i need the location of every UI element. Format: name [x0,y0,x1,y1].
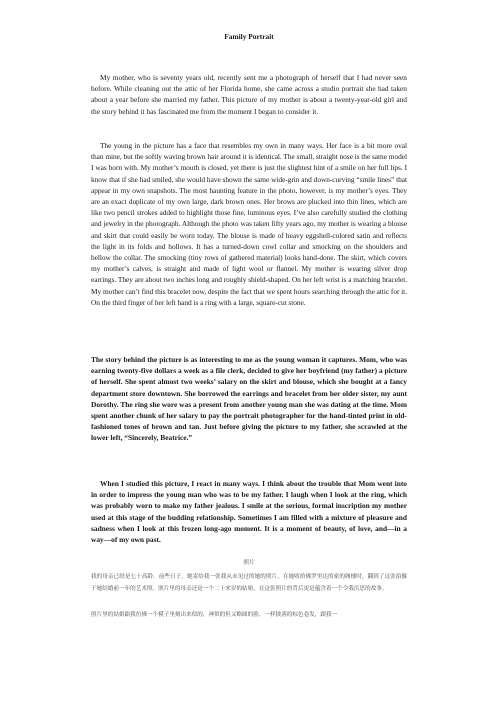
translation-paragraph-2: 照片里的姑娘跟我仿佛一个模子里刻出来似的，神似的但又略圆的脸，一样披落的棕色卷发，跟我一 [91,612,338,618]
paragraph-3: The story behind the picture is as interesting to me as the young woman it captures. Mom, who was earning twenty-five dollars a week as a file clerk, decided to give her boyfriend (my father) a picture of herself. She spent almost two weeks’ salary on the skirt and blouse, which she bought at a fancy department store downtown. She borrowed the earrings and bracelet from her older sister, my aunt Dorothy. The ring she wore was a present from another young man she was dating at the time. Mom spent another chunk of her salary to pay the portrait photographer for the hand-tinted print in old-fashioned tones of brown and tan. Just before giving the picture to my father, she scrawled at the lower left, “Sincerely, Beatrice.” [91,355,407,443]
translation-title: 照片 [243,560,255,566]
document-page [91,0,407,702]
document-title: Family Portrait [224,32,274,41]
translation-paragraph-1: 我的母亲已经是七十高龄。前些日子，她寄给我一张我从未见过的她的照片，在她收拾佛罗里达的家的阁楼时，翻到了这张拍摄于她结婚前一年的艺术照。照片里的母亲还是一个二十来岁的姑娘，在这张照片的背后更是蕴含着一个令我沉思的故事。 [91,574,407,592]
paragraph-2: The young in the picture has a face that resembles my own in many ways. Her face is a bit more oval than mine, but the softly waving brown hair around it is identical. The small, straight nose is the same model I was born with. My mother’s mouth is closed, yet there is just the slightest hint of a smile on her full lips. I know that if she had smiled, she would have shown the same wide-grin and down-curving “smile lines” that appear in my own snapshots. The most haunting feature in the photo, however, is my mother’s eyes. They are an exact duplicate of my own large, dark brown ones. Her brows are plucked into thin lines, which are like two pencil strokes added to highlight those fine, luminous eyes. I’ve also carefully studied the clothing and jewelry in the photograph. Although the photo was taken fifty years ago, my mother is wearing a blouse and skirt that could easily be worn today. The blouse is made of heavy eggshell-colored satin and reflects the light in its folds and hollows. It has a turned-down cowl collar and smocking on the shoulders and bellow the collar. The smocking (tiny rows of gathered material) looks hand-done. The skirt, which covers my mother’s calves, is straight and made of light wool or flannel. My mother is wearing silver drop earrings. They are about two inches long and roughly shield-shaped. On her left wrist is a matching bracelet. My mother can’t find this bracelet now, despite the fact that we spent hours searching through the attic for it. On the third finger of her left hand is a ring with a large, square-cut stone. [91,141,407,307]
paragraph-4: When I studied this picture, I react in many ways. I think about the trouble that Mom went into in order to impress the young man who was to be my father. I laugh when I look at the ring, which was probably worn to make my father jealous. I smile at the serious, formal inscription my mother used at this stage of the budding relationship. Sometimes I am filled with a mixture of pleasure and sadness when I look at this frozen long-ago moment. It is a moment of beauty, of love, and—in a way—of my own past. [91,479,407,545]
paragraph-1: My mother, who is seventy years old, recently sent me a photograph of herself that I had never seen before. While cleaning out the attic of her Florida home, she came across a studio portrait she had taken about a year before she married my father. This picture of my mother is about a twenty-year-old girl and the story behind it has fascinated me from the moment I began to consider it. [91,73,407,116]
